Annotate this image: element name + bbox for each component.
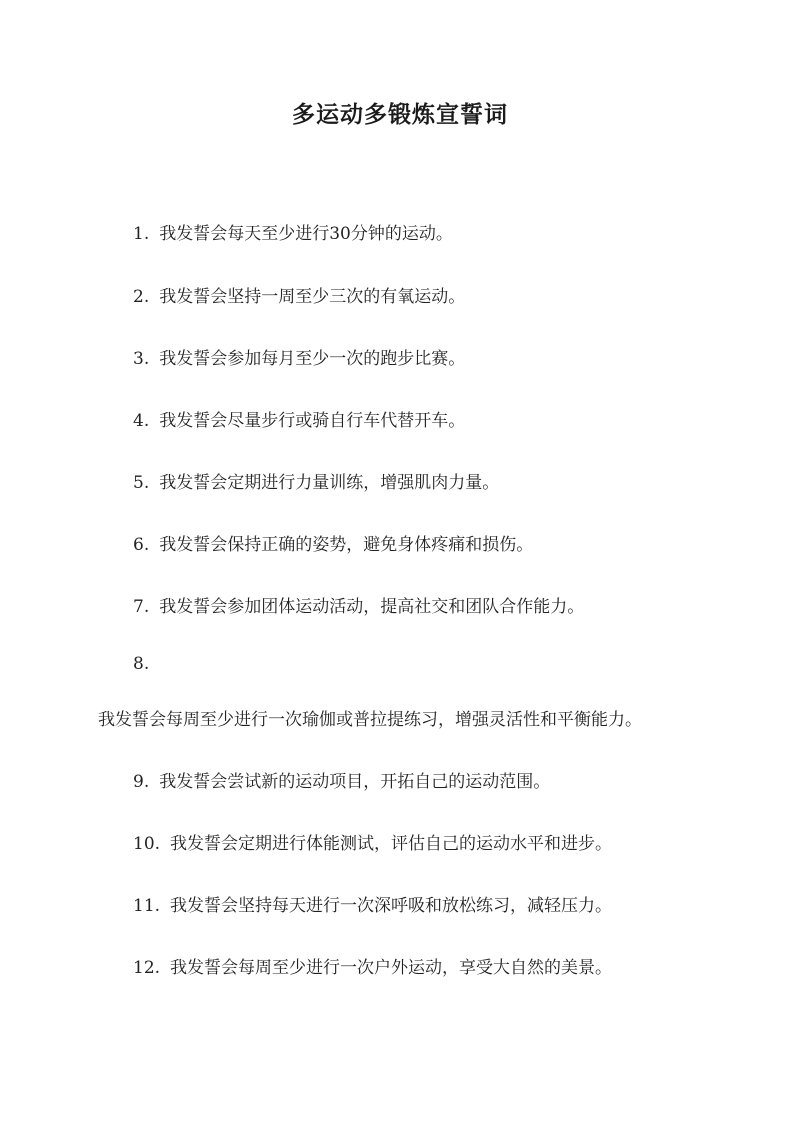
document-title: 多运动多锻炼宣誓词	[292, 101, 508, 128]
list-item	[133, 767, 550, 792]
item-number: 3.	[133, 349, 150, 369]
item-number: 4.	[133, 411, 150, 431]
list-item	[133, 829, 612, 854]
list-item-number-only	[133, 654, 149, 674]
list-item-wrapped-text	[98, 705, 642, 730]
list-item	[133, 344, 465, 369]
list-item	[133, 282, 465, 307]
item-text: 我发誓会保持正确的姿势，避免身体疼痛和损伤。	[159, 535, 534, 555]
list-item	[133, 219, 453, 244]
item-text: 我发誓会尝试新的运动项目，开拓自己的运动范围。	[159, 772, 551, 792]
item-text: 我发誓会每天至少进行30分钟的运动。	[159, 224, 453, 244]
list-item	[133, 953, 612, 978]
list-item	[133, 468, 499, 493]
item-number: 5.	[133, 473, 150, 493]
item-text: 我发誓会每周至少进行一次户外运动，享受大自然的美景。	[170, 958, 613, 978]
item-number: 11.	[133, 896, 161, 916]
item-number: 2.	[133, 287, 150, 307]
list-item	[133, 406, 465, 431]
list-item	[133, 592, 584, 617]
item-text: 我发誓会坚持每天进行一次深呼吸和放松练习，减轻压力。	[170, 896, 613, 916]
item-text: 我发誓会参加每月至少一次的跑步比赛。	[159, 349, 466, 369]
item-number: 6.	[133, 535, 150, 555]
item-text: 我发誓会尽量步行或骑自行车代替开车。	[159, 411, 466, 431]
item-text: 我发誓会定期进行体能测试，评估自己的运动水平和进步。	[170, 834, 613, 854]
item-text: 我发誓会定期进行力量训练，增强肌肉力量。	[159, 473, 500, 493]
item-number: 9.	[133, 772, 150, 792]
item-number: 7.	[133, 597, 150, 617]
list-item	[133, 891, 612, 916]
item-text: 我发誓会每周至少进行一次瑜伽或普拉提练习，增强灵活性和平衡能力。	[98, 710, 642, 730]
item-number: 8.	[133, 654, 150, 674]
item-number: 1.	[133, 224, 150, 244]
item-number: 12.	[133, 958, 161, 978]
list-item	[133, 530, 533, 555]
item-number: 10.	[133, 834, 161, 854]
item-text: 我发誓会参加团体运动活动，提高社交和团队合作能力。	[159, 597, 585, 617]
item-text: 我发誓会坚持一周至少三次的有氧运动。	[159, 287, 466, 307]
